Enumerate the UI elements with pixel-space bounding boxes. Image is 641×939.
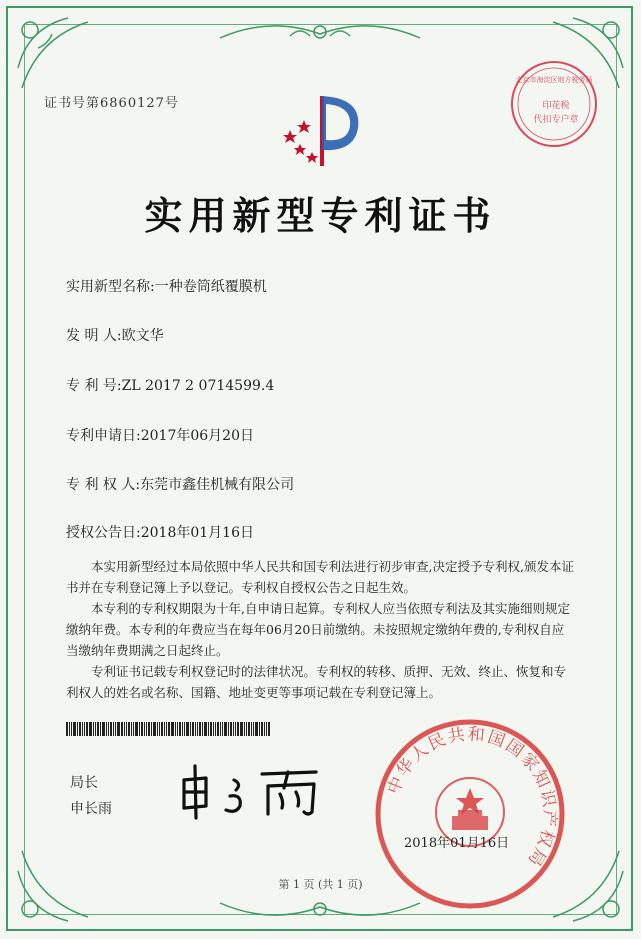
barcode-bar <box>102 722 105 736</box>
barcode-bar <box>210 722 212 736</box>
field-inventor <box>66 325 164 345</box>
barcode-bar <box>253 722 254 736</box>
barcode-bar <box>233 722 234 736</box>
field-filing-date <box>66 425 254 445</box>
barcode-bar <box>204 722 207 736</box>
barcode-bar <box>71 722 72 736</box>
barcode-bar <box>259 722 260 736</box>
tax-stamp-line-2: 代扣专户章 <box>533 115 579 125</box>
tax-stamp-ring-text: 北京市海淀区地方税务局 <box>515 76 593 84</box>
barcode-bar <box>261 722 263 736</box>
barcode-bar <box>117 722 120 736</box>
barcode-bar <box>184 722 185 736</box>
official-seal-ring-text: 中华人民共和国国家知识产权局 <box>383 724 560 871</box>
patentee-value: 东莞市鑫佳机械有限公司 <box>140 477 295 493</box>
filing-date-value: 2017年06月20日 <box>140 428 254 444</box>
barcode-bar <box>144 722 145 736</box>
field-patent-number <box>66 375 274 395</box>
barcode-bar <box>77 722 78 736</box>
patentee-label: 专 利 权 人: <box>66 477 141 493</box>
barcode-bar <box>108 722 109 736</box>
certificate-number: 证书号第6860127号 <box>44 96 179 111</box>
barcode-bar <box>199 722 201 736</box>
barcode-bar <box>240 722 243 736</box>
paragraph-grant: 本实用新型经过本局依照中华人民共和国专利法进行初步审查,决定授予专利权,颁发本证书并在专利登记簿上予以登记。专利权自授权公告之日起生效。 <box>66 559 574 595</box>
barcode-bar <box>133 722 134 736</box>
field-utility-model-name <box>66 276 267 296</box>
certificate-title: 实用新型专利证书 <box>144 193 497 238</box>
barcode-bar <box>268 722 270 736</box>
barcode-bar <box>86 722 88 736</box>
barcode-bar <box>121 722 123 736</box>
barcode-bar <box>157 722 158 736</box>
barcode-bar <box>228 722 229 736</box>
director-name: 申长雨 <box>70 801 112 817</box>
barcode-bar <box>168 722 170 736</box>
barcode-bar <box>131 722 132 736</box>
director-title: 局长 <box>70 775 98 791</box>
inventor-label: 发 明 人: <box>66 328 122 344</box>
barcode-bar <box>255 722 258 736</box>
barcode-bar <box>208 722 209 736</box>
barcode-bar <box>220 722 221 736</box>
barcode-bar <box>224 722 227 736</box>
top-center-ornament <box>210 14 430 48</box>
barcode-bar <box>171 722 174 736</box>
barcode-bar <box>237 722 239 736</box>
page-number: 第 1 页 (共 1 页) <box>278 878 363 891</box>
barcode-bar <box>197 722 198 736</box>
barcode-bar <box>69 722 70 736</box>
barcode-bar <box>244 722 245 736</box>
barcode-bar <box>93 722 94 736</box>
barcode-bar <box>161 722 163 736</box>
barcode-bar <box>113 722 114 736</box>
barcode-bar <box>177 722 178 736</box>
barcode-bar <box>264 722 265 736</box>
barcode-bar <box>190 722 191 736</box>
grant-date-value: 2018年01月16日 <box>140 525 254 541</box>
barcode-bar <box>97 722 99 736</box>
barcode-bar <box>159 722 160 736</box>
barcode-bar <box>230 722 232 736</box>
patent-number-label: 专 利 号: <box>66 378 122 394</box>
barcode-bar <box>84 722 85 736</box>
barcode-bar <box>195 722 196 736</box>
barcode-bar <box>215 722 216 736</box>
barcode-bar <box>148 722 150 736</box>
barcode-bar <box>246 722 247 736</box>
tax-stamp-line-1: 印花税 <box>542 101 570 111</box>
barcode-bar <box>110 722 112 736</box>
barcode-bar <box>89 722 92 736</box>
barcode-bar <box>222 722 223 736</box>
barcode-bar <box>175 722 176 736</box>
seal-date: 2018年01月16日 <box>404 836 510 851</box>
patent-number-value: ZL 2017 2 0714599.4 <box>121 378 275 394</box>
barcode-bar <box>79 722 81 736</box>
barcode-bar <box>128 722 130 736</box>
barcode-bar <box>141 722 143 736</box>
barcode-bar <box>182 722 183 736</box>
barcode-bar <box>235 722 236 736</box>
barcode-bar <box>202 722 203 736</box>
paragraph-term: 本专利的专利权期限为十年,自申请日起算。专利权人应当依照专利法及其实施细则规定缴纳年费。本专利的年费应当在每年06月20日前缴纳。未按照规定缴纳年费的,专利权自应当缴纳年费期满之日起终止。 <box>66 601 570 658</box>
barcode-bar <box>66 722 68 736</box>
director-signature <box>176 762 336 822</box>
barcode-bar <box>135 722 138 736</box>
field-grant-date <box>66 522 254 542</box>
inventor-value: 欧文华 <box>121 328 164 344</box>
barcode-bar <box>73 722 76 736</box>
tax-stamp-seal <box>508 58 600 150</box>
barcode-bar <box>115 722 116 736</box>
barcode-bar <box>192 722 194 736</box>
barcode-bar <box>164 722 165 736</box>
barcode-bar <box>179 722 181 736</box>
barcode-bar <box>186 722 189 736</box>
barcode <box>66 722 270 736</box>
field-patentee <box>66 474 294 494</box>
barcode-bar <box>124 722 125 736</box>
paragraph-legal-status: 专利证书记载专利权登记时的法律状况。专利权的转移、质押、无效、终止、恢复和专利权人的姓名或名称、国籍、地址变更等事项记载在专利登记簿上。 <box>66 664 567 700</box>
barcode-bar <box>100 722 101 736</box>
barcode-bar <box>106 722 107 736</box>
barcode-bar <box>139 722 140 736</box>
barcode-bar <box>251 722 252 736</box>
patent-office-logo <box>270 90 370 172</box>
barcode-bar <box>95 722 96 736</box>
barcode-bar <box>146 722 147 736</box>
barcode-bar <box>153 722 156 736</box>
barcode-bar <box>151 722 152 736</box>
barcode-bar <box>213 722 214 736</box>
barcode-bar <box>266 722 267 736</box>
filing-date-label: 专利申请日: <box>66 428 141 444</box>
barcode-bar <box>126 722 127 736</box>
body-text <box>66 556 576 703</box>
grant-date-label: 授权公告日: <box>66 525 141 541</box>
barcode-bar <box>248 722 250 736</box>
utility-model-name-value: 一种卷筒纸覆膜机 <box>154 279 267 295</box>
utility-model-name-label: 实用新型名称: <box>66 279 155 295</box>
barcode-bar <box>217 722 219 736</box>
barcode-bar <box>166 722 167 736</box>
barcode-bar <box>82 722 83 736</box>
